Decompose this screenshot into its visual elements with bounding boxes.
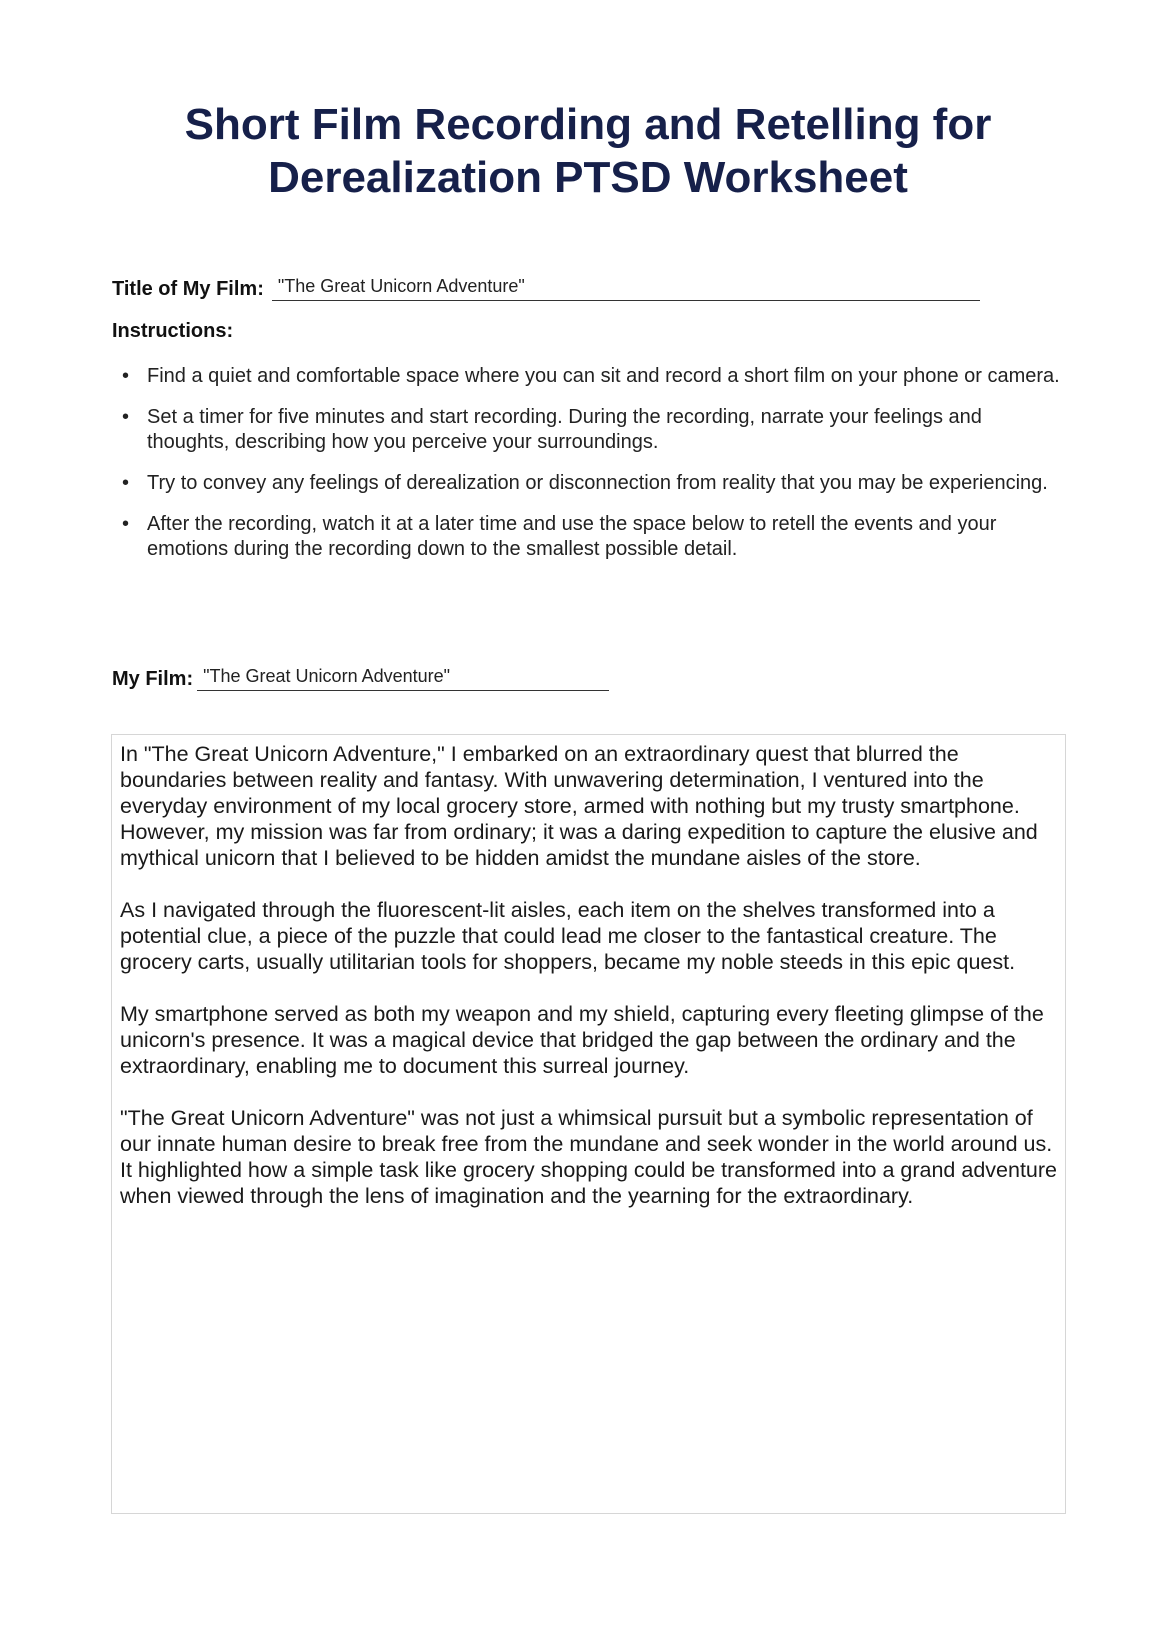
film-title-row	[112, 274, 980, 301]
list-item	[112, 364, 1062, 389]
instruction-text: Set a timer for five minutes and start recording. During the recording, narrate your feelings and thoughts, describing how you perceive your surroundings.	[147, 406, 982, 453]
my-film-field[interactable]: "The Great Unicorn Adventure"	[197, 664, 609, 691]
my-film-label: My Film:	[112, 668, 194, 690]
film-title-field[interactable]: "The Great Unicorn Adventure"	[272, 274, 980, 301]
list-item	[112, 512, 1062, 562]
my-film-row	[112, 664, 609, 691]
instruction-text: Find a quiet and comfortable space where you can sit and record a short film on your phone or camera.	[147, 365, 1060, 387]
list-item	[112, 471, 1062, 496]
story-paragraph: My smartphone served as both my weapon and my shield, capturing every fleeting glimpse of the unicorn's presence. It was a magical device that bridged the gap between the ordinary and the extraordinary, enabling me to document this surreal journey.	[120, 1002, 1044, 1078]
instructions-heading: Instructions:	[112, 320, 234, 342]
worksheet-title	[100, 98, 1076, 204]
list-item	[112, 405, 1062, 455]
instruction-text: After the recording, watch it at a later time and use the space below to retell the events and your emotions during the recording down to the smallest possible detail.	[147, 513, 997, 560]
instruction-text: Try to convey any feelings of derealization or disconnection from reality that you may be experiencing.	[147, 472, 1048, 494]
worksheet-title-line-1: Short Film Recording and Retelling for	[184, 100, 992, 149]
instructions-list	[112, 364, 1062, 578]
worksheet-title-line-2: Derealization PTSD Worksheet	[268, 153, 908, 202]
story-paragraph: "The Great Unicorn Adventure" was not just a whimsical pursuit but a symbolic representation of our innate human desire to break free from the mundane and seek wonder in the world around us. It highlighted how a simple task like grocery shopping could be transformed into a grand adventure when viewed through the lens of imagination and the yearning for the extraordinary.	[120, 1106, 1057, 1208]
bullet-icon: •	[122, 365, 130, 387]
bullet-icon: •	[122, 406, 130, 428]
film-title-label: Title of My Film:	[112, 278, 264, 300]
story-paragraph: In "The Great Unicorn Adventure," I embarked on an extraordinary quest that blurred the boundaries between reality and fantasy. With unwavering determination, I ventured into the everyday environment of my local grocery store, armed with nothing but my trusty smartphone. However, my mission was far from ordinary; it was a daring expedition to capture the elusive and mythical unicorn that I believed to be hidden amidst the mundane aisles of the store.	[120, 742, 1038, 870]
bullet-icon: •	[122, 472, 130, 494]
story-paragraph: As I navigated through the fluorescent-lit aisles, each item on the shelves transformed into a potential clue, a piece of the puzzle that could lead me closer to the fantastical creature. The grocery carts, usually utilitarian tools for shoppers, became my noble steeds in this epic quest.	[120, 898, 1016, 974]
story-text-area[interactable]	[111, 734, 1066, 1514]
bullet-icon: •	[122, 513, 130, 535]
